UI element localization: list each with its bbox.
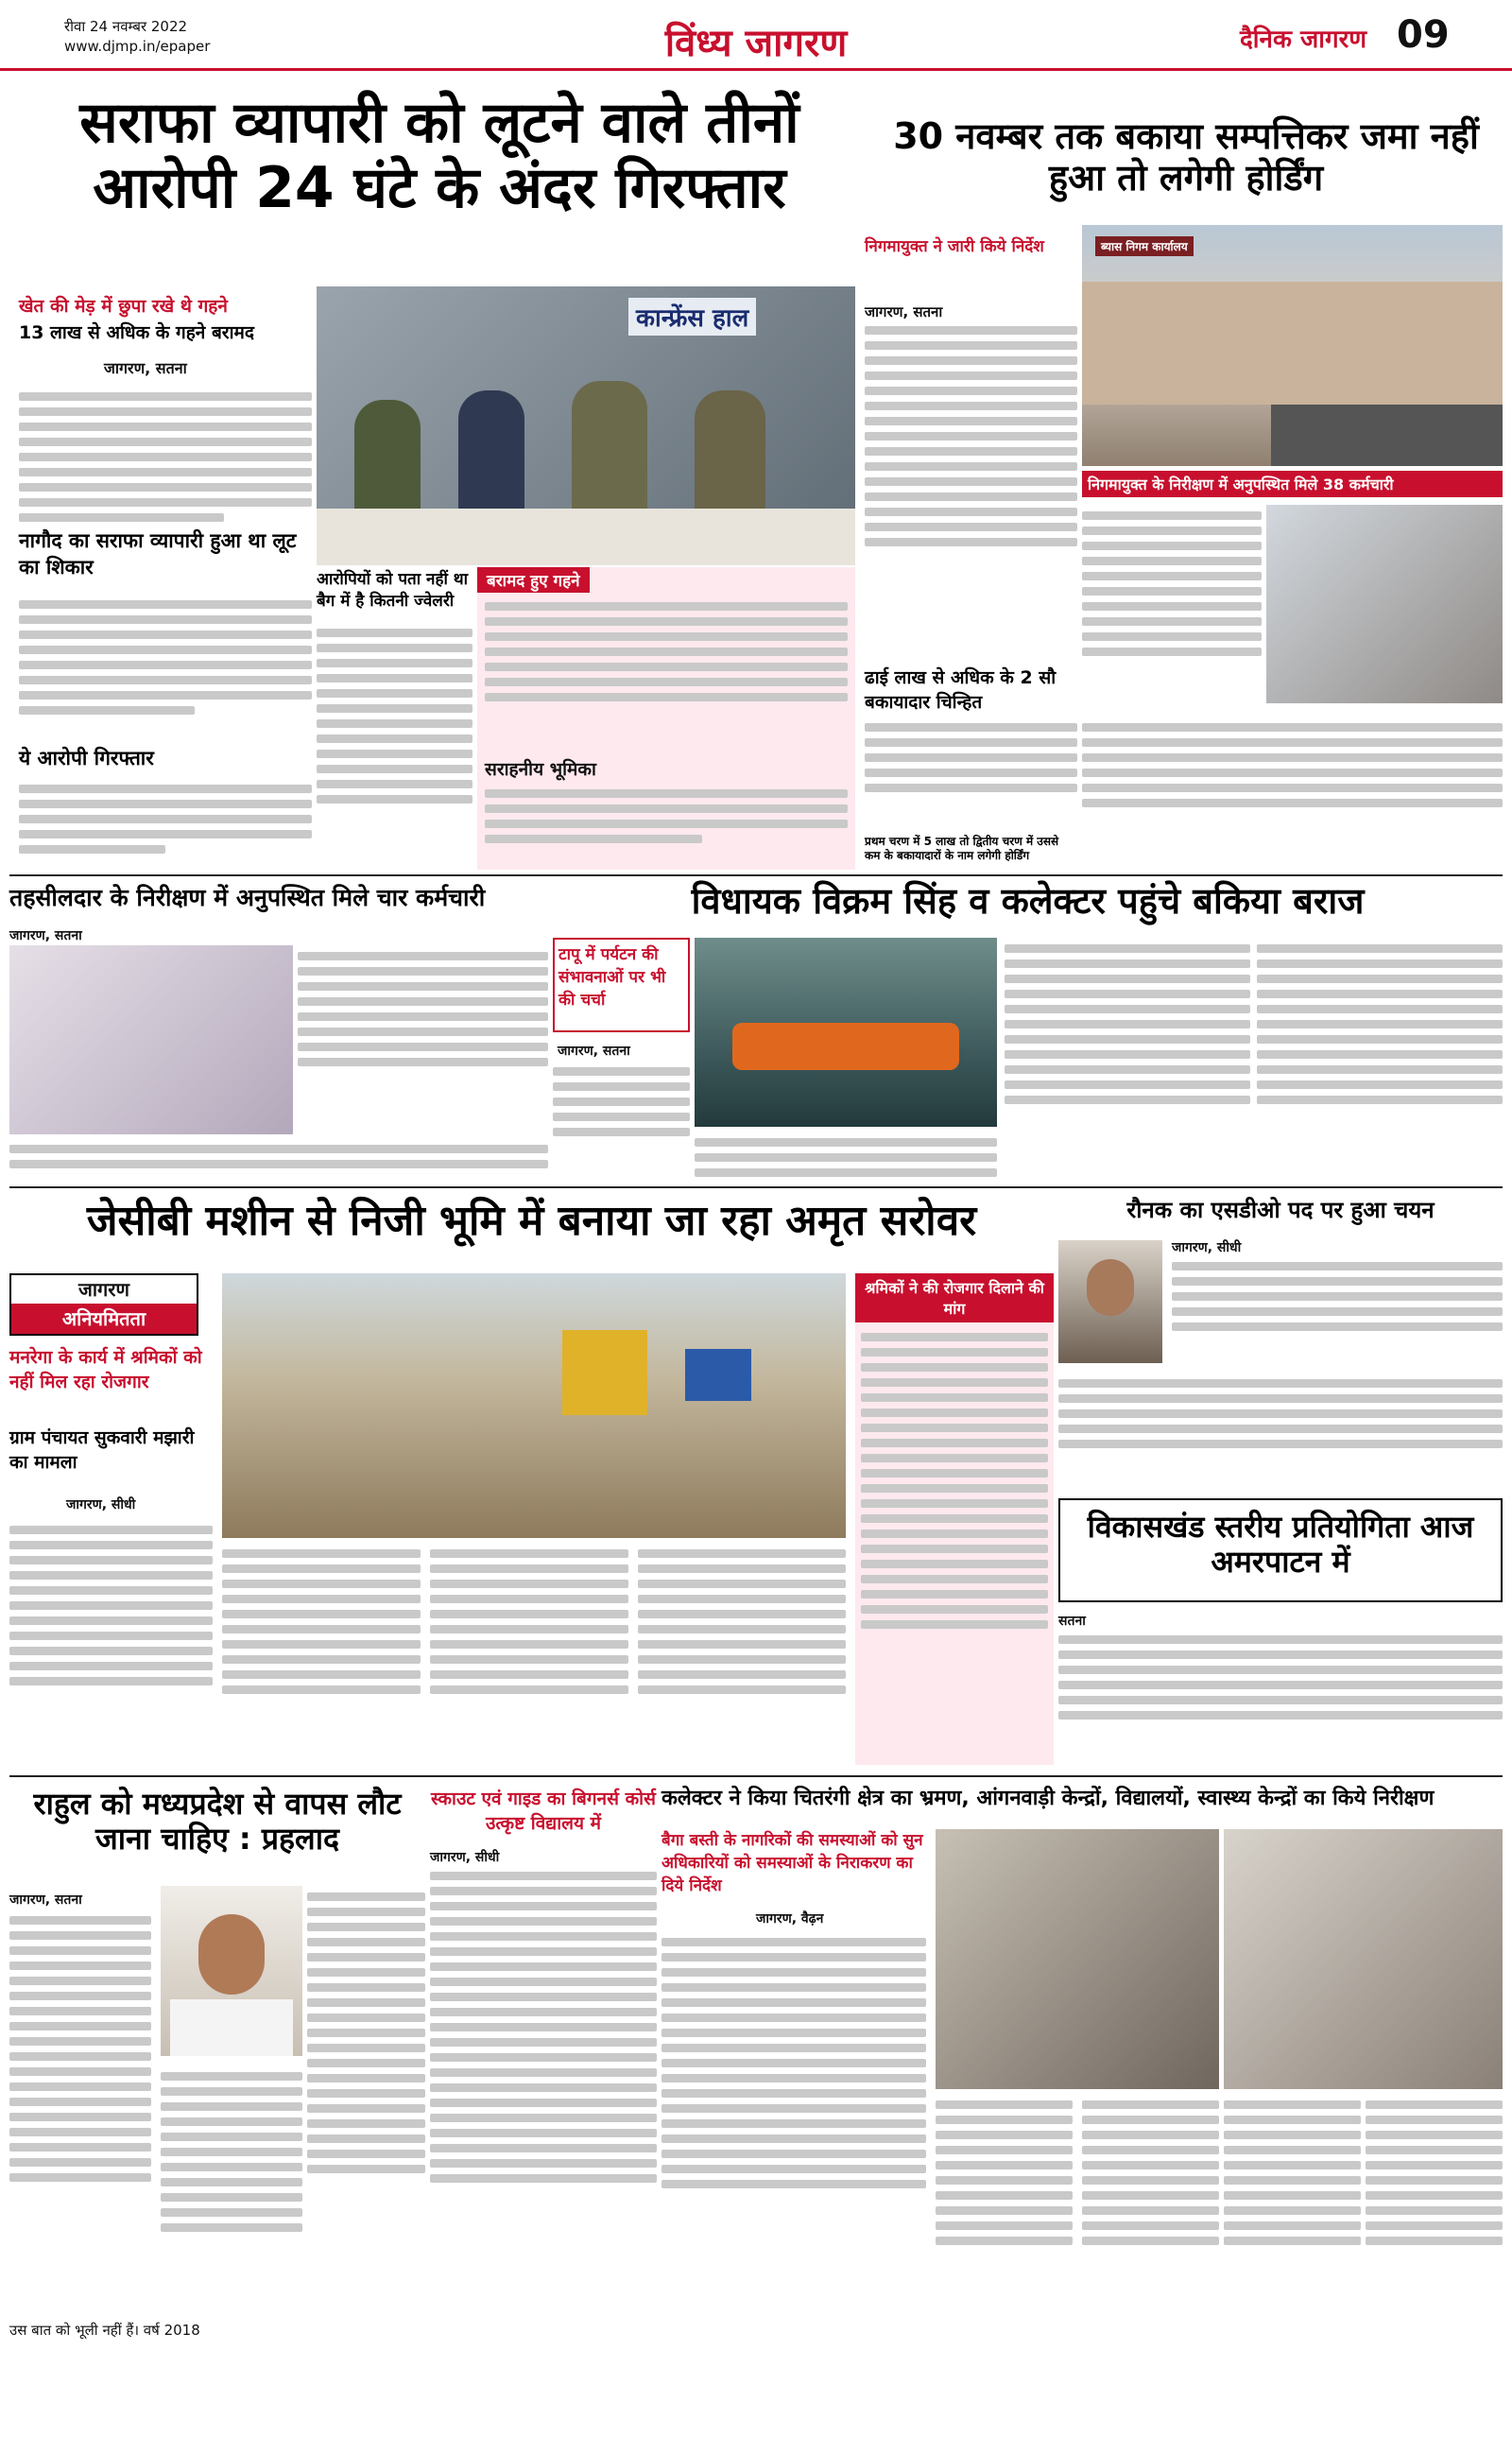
body-column: [161, 2065, 302, 2316]
portrait-photo: [1058, 1240, 1162, 1363]
school-visit-photo: [1224, 1829, 1503, 2089]
box-title: बरामद हुए गहने: [477, 567, 590, 593]
body-column: [9, 1910, 151, 2316]
tractor: [685, 1349, 751, 1401]
inset-title: श्रमिकों ने की रोजगार दिलाने की मांग: [855, 1273, 1054, 1322]
story-amrit-sarovar: [9, 1193, 1054, 1770]
header-url: www.djmp.in/epaper: [64, 38, 211, 55]
body-column: [430, 1865, 657, 2338]
dateline: जागरण, सतना: [104, 359, 187, 377]
body-column: [1058, 1373, 1503, 1481]
body-column: [307, 1886, 425, 2316]
dateline: जागरण, सीधी: [66, 1497, 136, 1512]
dateline: जागरण, सतना: [558, 1044, 630, 1059]
headline: रौनक का एसडीओ पद पर हुआ चयन: [1126, 1197, 1435, 1223]
press-conference-photo: [317, 286, 855, 565]
headline: राहुल को मध्यप्रदेश से वापस लौट जाना चाहिए : प्रहलाद: [33, 1786, 402, 1857]
body-column: [695, 1132, 997, 1179]
body-column: [553, 1061, 690, 1179]
body-column: [936, 2094, 1073, 2325]
jcb-machine: [562, 1330, 647, 1415]
tourism-kicker-box: [553, 938, 690, 1032]
body-column: [430, 1543, 628, 1765]
body-column: [9, 1519, 213, 1765]
inspection-photo: [936, 1829, 1219, 2089]
story-robbery: [9, 83, 860, 873]
body-column: [662, 1931, 926, 2328]
body-column: [1082, 2094, 1219, 2325]
section-divider: [9, 1775, 1503, 1777]
inset-title: निगमायुक्त के निरीक्षण में अनुपस्थित मिले 38 कर्मचारी: [1082, 471, 1503, 497]
kicker: खेत की मेड़ में छुपा रखे थे गहने: [19, 296, 228, 317]
story-competition: [1058, 1498, 1503, 1772]
section-divider: [9, 1186, 1503, 1188]
dateline: जागरण, सतना: [865, 303, 943, 320]
headline: सराफा व्यापारी को लूटने वाले तीनों आरोपी 24 घंटे के अंदर गिरफ्तार: [79, 90, 799, 221]
subhead: नागौद का सराफा व्यापारी हुआ था लूट का शिकार: [19, 529, 297, 579]
body-column: [1172, 1255, 1503, 1369]
box-body: [485, 783, 848, 868]
headline: जेसीबी मशीन से निजी भूमि में बनाया जा रहा अमृत सरोवर: [86, 1197, 977, 1245]
masthead: दैनिक जागरण: [1240, 26, 1367, 54]
health-center-photo: [9, 945, 293, 1134]
dateline: जागरण, सीधी: [1172, 1240, 1242, 1255]
badge-top: जागरण: [78, 1278, 129, 1301]
dateline: जागरण, सीधी: [430, 1850, 500, 1865]
body-column: [19, 778, 312, 868]
dateline: सतना: [1058, 1614, 1086, 1629]
page-header: [0, 0, 1512, 78]
inspection-photo: [1266, 505, 1503, 703]
body-column: [222, 1543, 421, 1765]
municipal-building-photo: [1082, 225, 1503, 466]
header-date: रीवा 24 नवम्बर 2022: [64, 18, 188, 35]
inset-body: [1082, 717, 1503, 868]
dateline: जागरण, सतना: [9, 928, 82, 943]
box-subtitle: सराहनीय भूमिका: [485, 759, 596, 780]
headline: तहसीलदार के निरीक्षण में अनुपस्थित मिले चार कर्मचारी: [9, 884, 486, 911]
headline: विधायक विक्रम सिंह व कलेक्टर पहुंचे बकिया बराज: [691, 880, 1365, 922]
photo-sign: ब्यास निगम कार्यालय: [1095, 236, 1194, 256]
kicker: मनरेगा के कार्य में श्रमिकों को नहीं मिल रहा रोजगार: [9, 1347, 202, 1392]
body-column: [865, 320, 1077, 660]
headline: स्काउट एवं गाइड का बिगनर्स कोर्स उत्कृष्ट विद्यालय में: [431, 1789, 656, 1834]
recovered-ornaments-box: [477, 567, 855, 870]
life-jackets: [732, 1023, 959, 1070]
jcb-site-photo: [222, 1273, 846, 1538]
body-column: [865, 717, 1077, 835]
conference-table: [317, 509, 855, 565]
body-column: [1366, 2094, 1503, 2325]
headline: 30 नवम्बर तक बकाया सम्पत्तिकर जमा नहीं हुआ तो लगेगी होर्डिंग: [893, 115, 1479, 199]
subhead: प्रथम चरण में 5 लाख तो द्वितीय चरण में उससे कम के बकायादारों के नाम लगेगी होर्डिंग: [865, 835, 1059, 862]
headline: कलेक्टर ने किया चितरंगी क्षेत्र का भ्रमण, आंगनवाड़ी केन्द्रों, विद्यालयों, स्वास्थ्य केन्द्रों का किये निरीक्षण: [662, 1787, 1435, 1810]
portrait-face: [198, 1914, 265, 1995]
body-column: [1257, 938, 1503, 1179]
story-property-tax: [865, 83, 1507, 873]
body-column: [317, 622, 472, 868]
photo-sign: कान्फ्रेंस हाल: [628, 298, 756, 336]
headline: विकासखंड स्तरीय प्रतियोगिता आज अमरपाटन में: [1087, 1509, 1474, 1580]
workers-demand-inset: [855, 1273, 1054, 1765]
headline-box: [1058, 1498, 1503, 1602]
kicker: बैगा बस्ती के नागरिकों की समस्याओं को सुन अधिकारियों को समस्याओं के निराकरण का दिये निर्देश: [662, 1831, 923, 1895]
kicker: टापू में पर्यटन की संभावनाओं पर भी की चर्चा: [558, 945, 666, 1010]
irregularity-badge: [9, 1273, 198, 1336]
portrait-shirt: [170, 1999, 293, 2056]
body-column: [19, 594, 312, 745]
deck: ग्राम पंचायत सुकवारी मझारी का मामला: [9, 1427, 195, 1473]
body-column: [1005, 938, 1250, 1179]
story-chitrangi: [662, 1782, 1503, 2434]
story-scout-guide: [430, 1782, 657, 2434]
body-column: [9, 1138, 548, 1181]
parked-vehicles: [1271, 405, 1503, 466]
box-body: [485, 596, 848, 747]
dateline: जागरण, वैढ़न: [756, 1911, 824, 1927]
section-title: विंध्य जागरण: [664, 22, 848, 65]
inset-body: [1082, 505, 1262, 741]
absent-staff-inset: [1082, 471, 1503, 868]
body-column: [638, 1543, 846, 1765]
header-rule: [0, 68, 1512, 71]
subhead: ढाई लाख से अधिक के 2 सौ बकायादार चिन्हित: [865, 667, 1057, 713]
page-number: 09: [1397, 13, 1450, 57]
portrait-face: [1087, 1259, 1134, 1316]
dateline: जागरण, सतना: [9, 1892, 82, 1908]
building-facade: [1082, 282, 1503, 405]
portrait-photo: [161, 1886, 302, 2056]
story-tehsildar: [9, 881, 548, 1184]
body-column: [1224, 2094, 1361, 2325]
kicker: निगमायुक्त ने जारी किये निर्देश: [865, 237, 1044, 256]
section-divider: [9, 874, 1503, 876]
story-bakiya-barrage: [553, 881, 1503, 1184]
story-raunak-sdo: [1058, 1193, 1503, 1486]
body-last-line: उस बात को भूली नहीं हैं। वर्ष 2018: [9, 2322, 200, 2339]
boat-inspection-photo: [695, 938, 997, 1127]
story-prahlad: [9, 1782, 425, 2434]
deck: 13 लाख से अधिक के गहने बरामद: [19, 322, 254, 343]
subhead: आरोपियों को पता नहीं था बैग में है कितनी ज्वेलरी: [317, 570, 469, 611]
body-column: [1058, 1629, 1503, 1771]
body-column: [298, 945, 548, 1134]
subhead: ये आरोपी गिरफ्तार: [19, 747, 154, 769]
badge-bottom: अनियमितता: [11, 1304, 197, 1334]
